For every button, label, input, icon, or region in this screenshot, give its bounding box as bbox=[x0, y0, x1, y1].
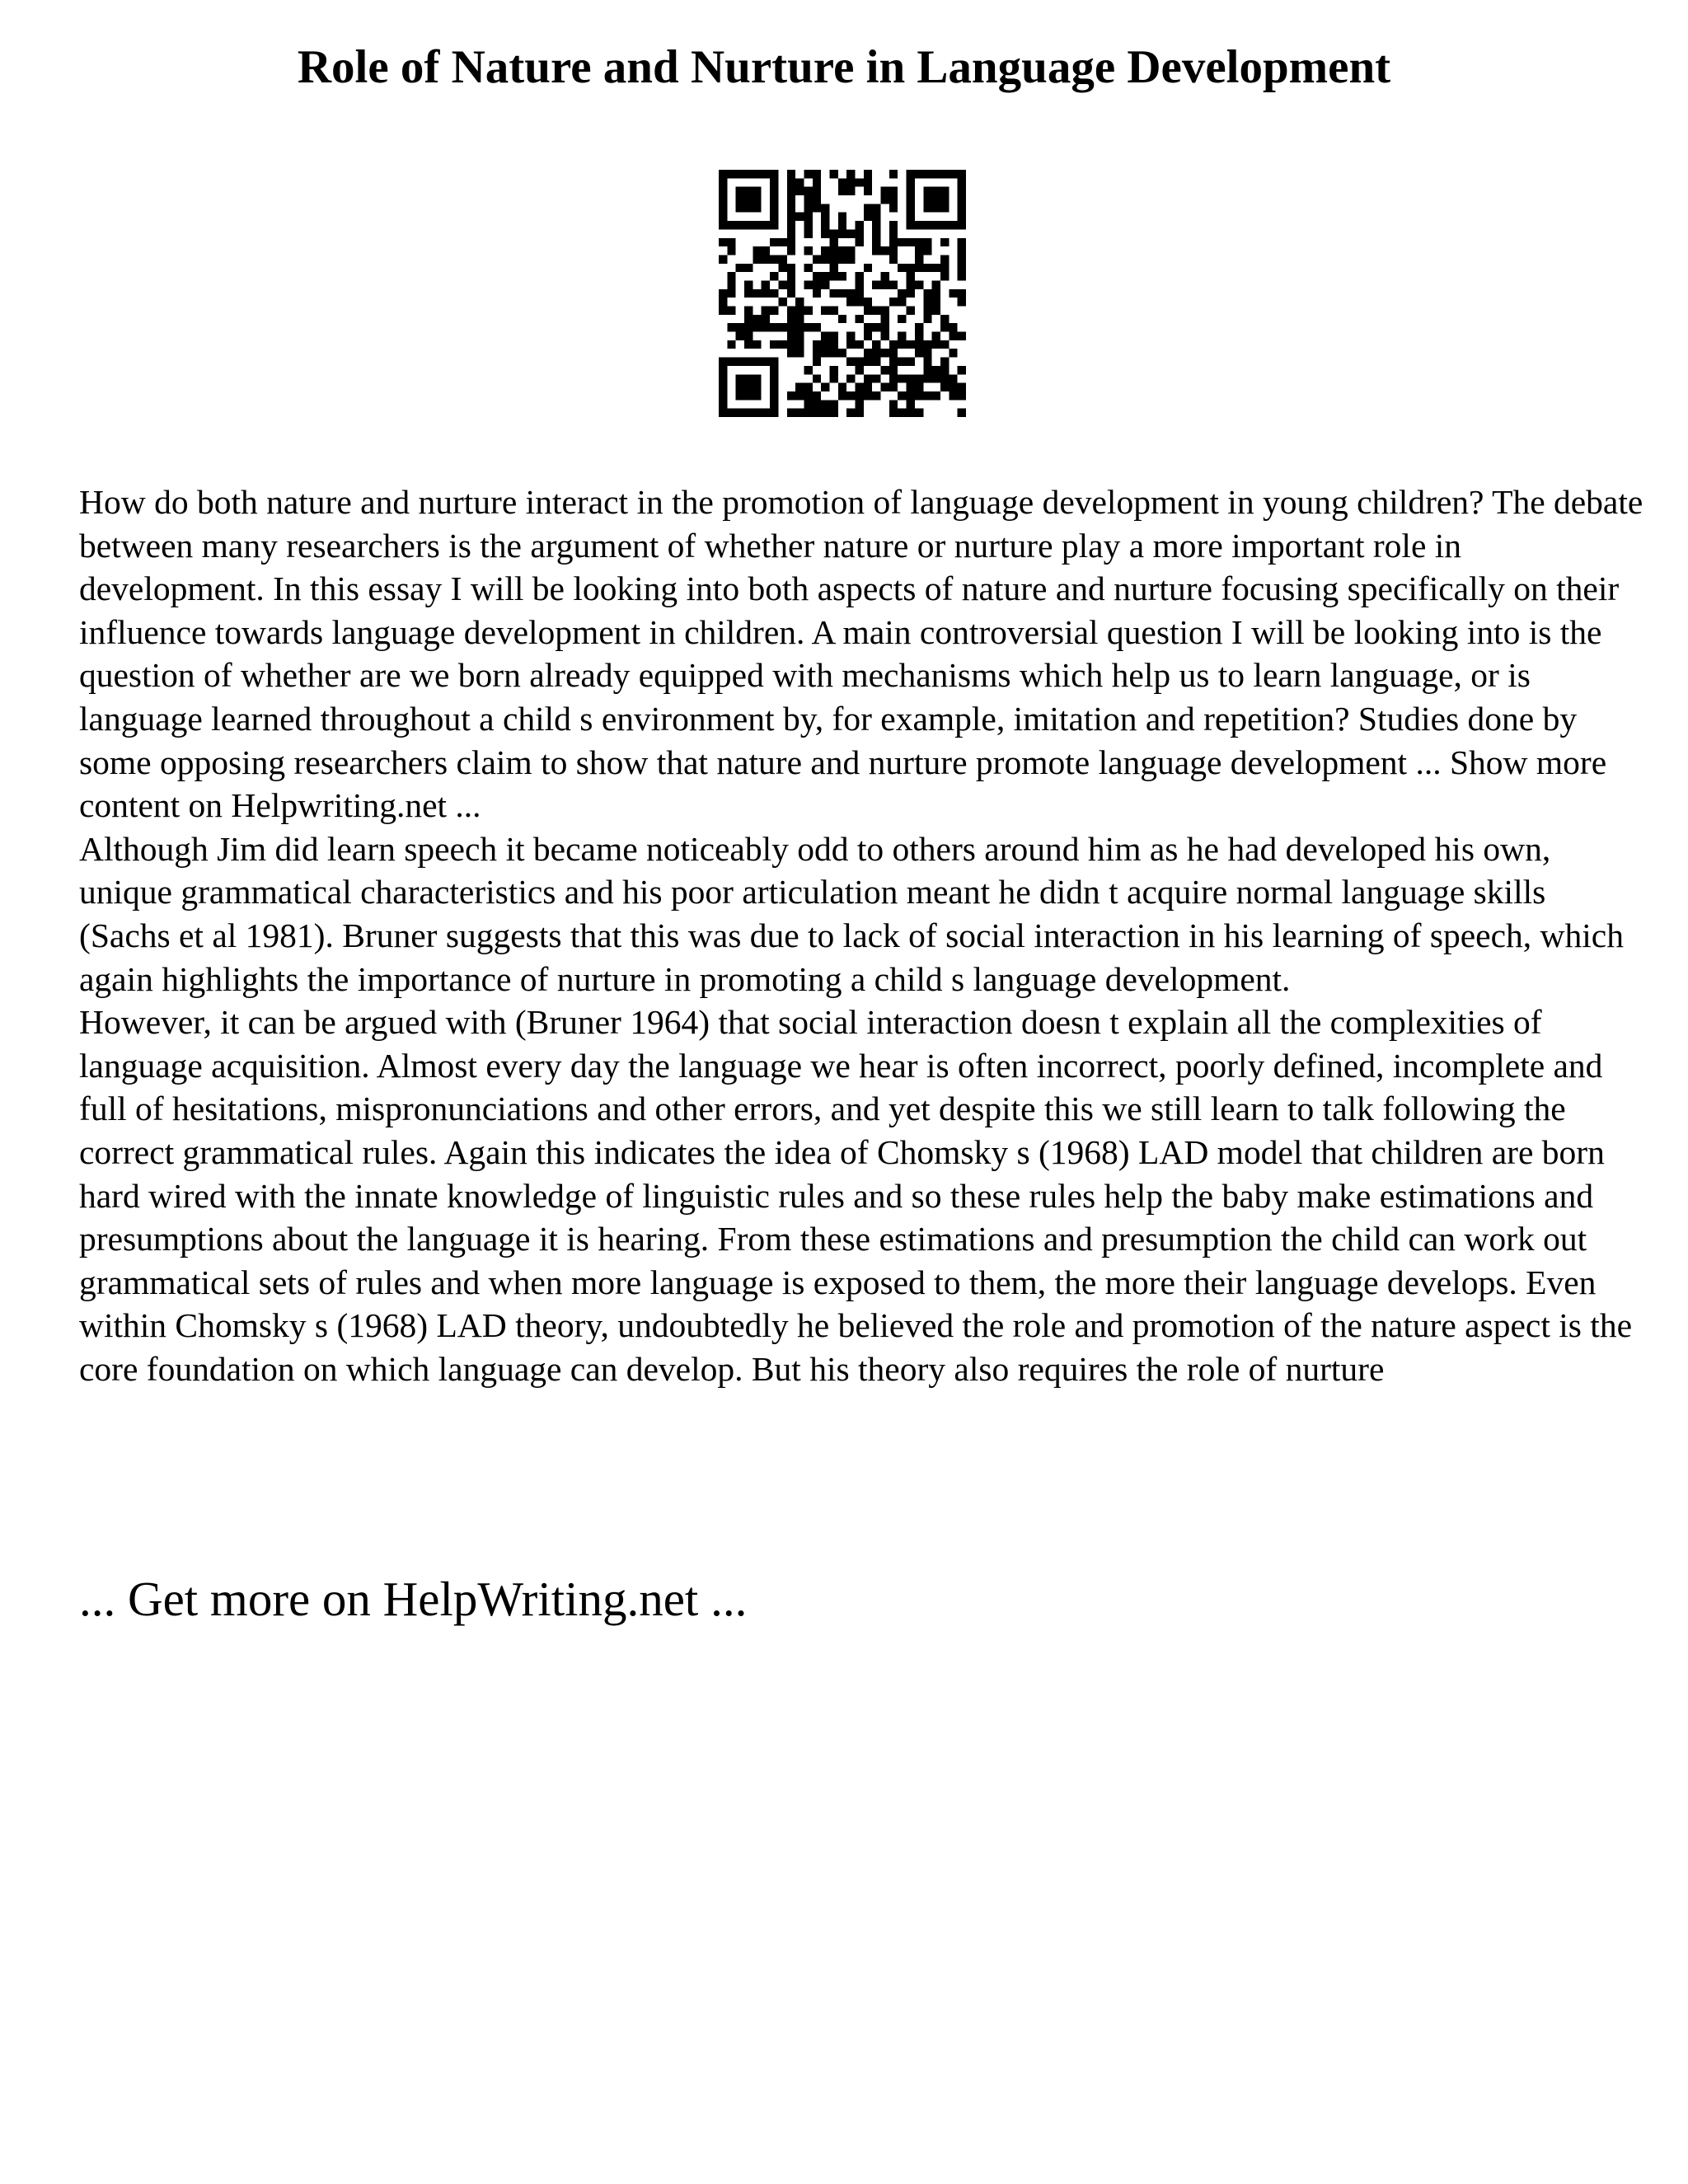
essay-paragraph-1: How do both nature and nurture interact in the promotion of language development in young children? The debate between many researchers is the argument of whether nature or nurture play a more important role in development. In this essay I will be looking into both aspects of nature and nurture focusing specifically on their influence towards language development in children. A main controversial question I will be looking into is the question of whether are we born already equipped with mechanisms which help us to learn language, or is language learned throughout a child s environment by, for example, imitation and repetition? Studies done by some opposing researchers claim to show that nature and nurture promote language development ... Show more content on Helpwriting.net ... bbox=[79, 483, 1643, 825]
essay-body bbox=[79, 480, 1645, 1390]
essay-paragraph-2: Although Jim did learn speech it became noticeably odd to others around him as he had developed his own, unique grammatical characteristics and his poor articulation meant he didn t acquire normal language skills (Sachs et al 1981). Bruner suggests that this was due to lack of social interaction in his learning of speech, which again highlights the importance of nurture in promoting a child s language development. bbox=[79, 829, 1624, 998]
page-title: Role of Nature and Nurture in Language Development bbox=[297, 41, 1391, 93]
essay-paragraph-3: However, it can be argued with (Bruner 1964) that social interaction doesn t explain all the complexities of language acquisition. Almost every day the language we hear is often incorrect, poorly defined, incomplete and full of hesitations, mispronunciations and other errors, and yet despite this we still learn to talk following the correct grammatical rules. Again this indicates the idea of Chomsky s (1968) LAD model that children are born hard wired with the innate knowledge of linguistic rules and so these rules help the baby make estimations and presumptions about the language it is hearing. From these estimations and presumption the child can work out grammatical sets of rules and when more language is exposed to them, the more their language develops. Even within Chomsky s (1968) LAD theory, undoubtedly he believed the role and promotion of the nature aspect is the core foundation on which language can develop. But his theory also requires the role of nurture bbox=[79, 1003, 1632, 1388]
get-more-link[interactable]: ... Get more on HelpWriting.net ... bbox=[79, 1572, 748, 1626]
qr-code-icon bbox=[719, 170, 966, 417]
